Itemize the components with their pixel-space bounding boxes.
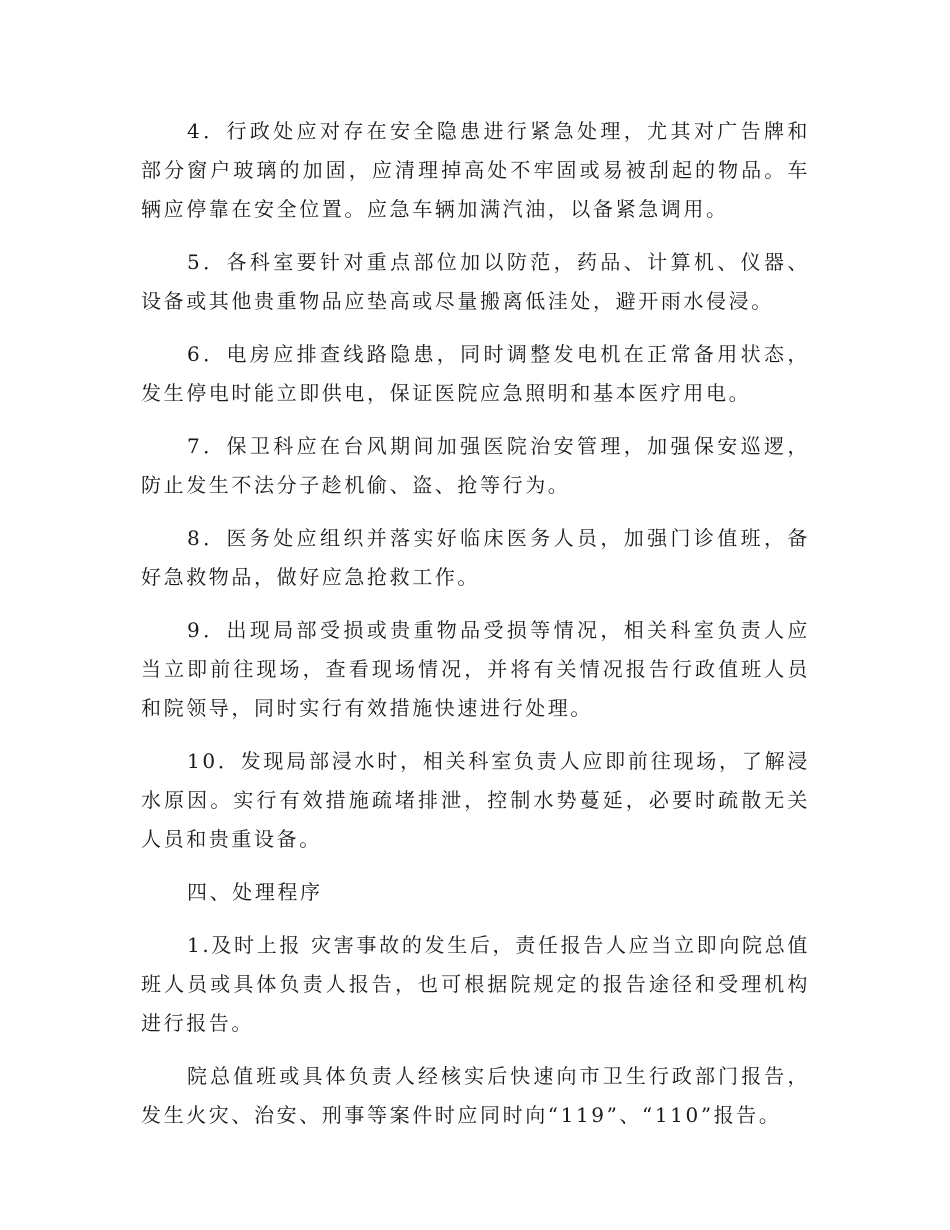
procedure-note: 院总值班或具体负责人经核实后快速向市卫生行政部门报告，发生火灾、治安、刑事等案件时应同时向“119”、“110”报告。 bbox=[141, 1064, 810, 1127]
paragraph-item-7: 7．保卫科应在台风期间加强医院治安管理，加强保安巡逻，防止发生不法分子趁机偷、盗、抢等行为。 bbox=[141, 434, 810, 497]
procedure-item-1: 1.及时上报 灾害事故的发生后，责任报告人应当立即向院总值班人员或具体负责人报告，也可根据院规定的报告途径和受理机构进行报告。 bbox=[141, 933, 810, 1035]
paragraph-item-6: 6．电房应排查线路隐患，同时调整发电机在正常备用状态，发生停电时能立即供电，保证医院应急照明和基本医疗用电。 bbox=[141, 342, 810, 405]
paragraph-item-9: 9．出现局部受损或贵重物品受损等情况，相关科室负责人应当立即前往现场，查看现场情况，并将有关情况报告行政值班人员和院领导，同时实行有效措施快速进行处理。 bbox=[141, 618, 810, 720]
section-heading: 四、处理程序 bbox=[187, 880, 323, 904]
paragraph-item-8: 8．医务处应组织并落实好临床医务人员，加强门诊值班，备好急救物品，做好应急抢救工作。 bbox=[141, 526, 810, 589]
paragraph-item-5: 5．各科室要针对重点部位加以防范，药品、计算机、仪器、设备或其他贵重物品应垫高或尽量搬离低洼处，避开雨水侵浸。 bbox=[141, 250, 810, 313]
paragraph-item-4: 4．行政处应对存在安全隐患进行紧急处理，尤其对广告牌和部分窗户玻璃的加固，应清理掉高处不牢固或易被刮起的物品。车辆应停靠在安全位置。应急车辆加满汽油，以备紧急调用。 bbox=[141, 119, 810, 221]
paragraph-item-10: 10．发现局部浸水时，相关科室负责人应即前往现场，了解浸水原因。实行有效措施疏堵排泄，控制水势蔓延，必要时疏散无关人员和贵重设备。 bbox=[141, 749, 810, 851]
